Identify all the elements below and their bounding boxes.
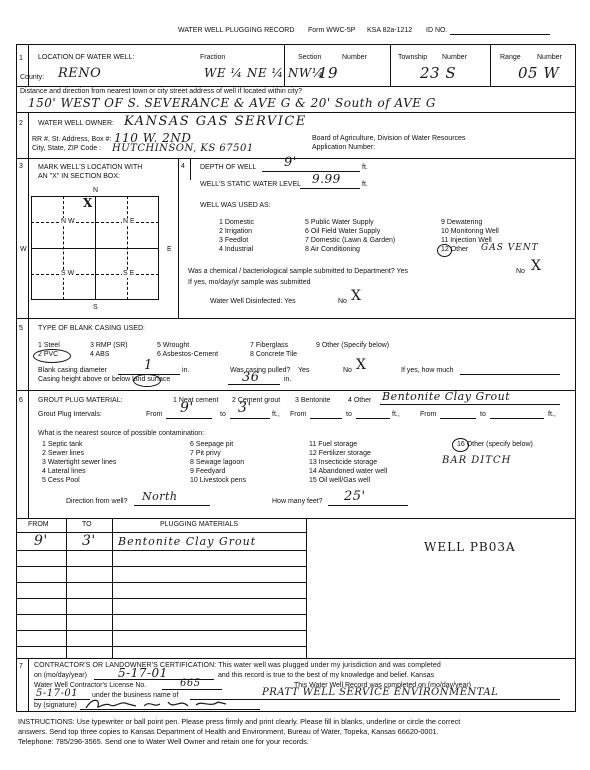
to-label: to <box>480 411 486 418</box>
contam-option[interactable]: 10 Livestock pens <box>190 477 247 484</box>
from-label: From <box>146 411 163 418</box>
ksa-ref: KSA 82a-1212 <box>367 27 413 34</box>
use-option[interactable]: 8 Air Conditioning <box>305 246 360 253</box>
east-label: E <box>167 246 172 253</box>
contam-option[interactable]: 3 Watertight sewer lines <box>42 459 117 466</box>
ne-label: N E <box>123 218 135 225</box>
casing-option[interactable]: 1 Steel <box>38 342 60 349</box>
section-number: 3 <box>19 163 23 170</box>
contam-option[interactable]: 8 Sewage lagoon <box>190 459 245 466</box>
form-number: Form WWC-5P <box>308 27 356 34</box>
section-number: 7 <box>19 663 23 670</box>
owner-label: WATER WELL OWNER: <box>38 120 114 127</box>
sw-label: S W <box>61 270 75 277</box>
distance-label: Distance and direction from nearest town or city street address of well if located within city? <box>20 88 303 95</box>
disinfected-no-mark[interactable]: X <box>351 288 362 304</box>
grout-option[interactable]: 4 Other <box>348 397 372 404</box>
section-number: 6 <box>19 397 23 404</box>
casing-height-label: Casing height above or below land surface <box>38 376 171 383</box>
certification-line-2a: on (mo/day/year) <box>34 672 87 679</box>
casing-option[interactable]: 4 ABS <box>90 351 110 358</box>
range-value[interactable]: 05 W <box>518 64 560 82</box>
certification-line-4b: under the business name of <box>92 692 179 699</box>
other-use-value[interactable]: GAS VENT <box>481 243 539 253</box>
contamination-label: What is the nearest source of possible contamination: <box>38 430 205 437</box>
number-label: Number <box>342 54 367 61</box>
section-number: 2 <box>19 120 23 127</box>
record-completed-date[interactable]: 5-17-01 <box>36 688 79 699</box>
static-level-value[interactable]: 9.99 <box>312 172 341 186</box>
depth-label: DEPTH OF WELL <box>200 164 257 171</box>
casing-option[interactable]: 9 Other (Specify below) <box>316 342 390 349</box>
selected-circle <box>133 374 161 387</box>
pulled-no-mark[interactable]: X <box>356 357 367 373</box>
no-label: No <box>516 268 525 275</box>
township-label: Township <box>398 54 428 61</box>
used-as-label: WELL WAS USED AS: <box>200 202 271 209</box>
county-value[interactable]: RENO <box>58 66 102 81</box>
use-option[interactable]: 6 Oil Field Water Supply <box>305 228 381 235</box>
ft-unit: ft., <box>272 411 280 418</box>
board-label: Board of Agriculture, Division of Water Resources <box>312 135 466 142</box>
no-label: No <box>338 298 347 305</box>
business-name[interactable]: PRATT WELL SERVICE ENVIRONMENTAL <box>262 687 499 698</box>
fraction-label: Fraction <box>200 54 226 61</box>
in-unit: in. <box>182 367 190 374</box>
well-location-mark: X <box>83 196 93 210</box>
contam-option[interactable]: 9 Feedyard <box>190 468 226 475</box>
section-number: 5 <box>19 325 23 332</box>
casing-type-label: TYPE OF BLANK CASING USED: <box>38 325 145 332</box>
contam-option[interactable]: 14 Abandoned water well <box>309 468 388 475</box>
contam-option[interactable]: 12 Fertilizer storage <box>309 450 371 457</box>
casing-pulled-label: Was casing pulled? <box>230 367 291 374</box>
use-option[interactable]: 9 Dewatering <box>441 219 483 226</box>
owner-value[interactable]: KANSAS GAS SERVICE <box>124 114 307 129</box>
ft-unit: ft., <box>548 411 556 418</box>
certification-line-2b: and this record is true to the best of my knowledge and belief. Kansas <box>218 672 434 679</box>
certification-line-3a: Water Well Contractor's License No. <box>34 682 147 689</box>
contam-option[interactable]: 4 Lateral lines <box>42 468 86 475</box>
south-label: S <box>93 304 98 311</box>
grout-other-value[interactable]: Bentonite Clay Grout <box>382 390 511 403</box>
contam-option[interactable]: 13 Insecticide storage <box>309 459 378 466</box>
se-label: S E <box>123 270 135 277</box>
selected-circle <box>452 438 469 452</box>
static-level-label: WELL'S STATIC WATER LEVEL <box>200 181 302 188</box>
form-title: WATER WELL PLUGGING RECORD <box>178 27 295 34</box>
grout-option[interactable]: 1 Neat cement <box>173 397 219 404</box>
table-header-from: FROM <box>28 521 49 528</box>
table-row-material[interactable]: Bentonite Clay Grout <box>118 535 257 548</box>
completion-date[interactable]: 5-17-01 <box>118 666 168 680</box>
contam-option-other[interactable]: 16 Other (specify below) <box>457 441 533 448</box>
contam-option[interactable]: 5 Cess Pool <box>42 477 80 484</box>
city-label: City, State, ZIP Code : <box>32 145 101 152</box>
well-id-note: WELL PB03A <box>424 540 516 554</box>
how-many-feet-value[interactable]: 25' <box>344 489 366 504</box>
instructions-line-1: INSTRUCTIONS: Use typewriter or ball point pen. Please press firmly and print clearly. Please fill in blanks, underline or circle the correct <box>18 717 461 726</box>
contam-other-value[interactable]: BAR DITCH <box>442 455 512 466</box>
signature-label: by (signature) <box>34 702 77 709</box>
direction-value[interactable]: North <box>142 490 178 503</box>
id-label: ID NO. <box>426 27 448 34</box>
sample-no-mark[interactable]: X <box>531 258 542 274</box>
grout-material-label: GROUT PLUG MATERIAL: <box>38 397 123 404</box>
table-row-from[interactable]: 9' <box>34 533 48 549</box>
casing-option[interactable]: 7 Fiberglass <box>250 342 289 349</box>
how-many-feet-label: How many feet? <box>272 498 323 505</box>
fraction-value[interactable]: WE ¼ NE ¼ NW¼ <box>204 66 324 80</box>
use-option[interactable]: 4 Industrial <box>219 246 254 253</box>
certification-line-1: CONTRACTOR'S OR LANDOWNER'S CERTIFICATION: This water well was plugged under my jurisdiction and was completed <box>34 662 441 669</box>
section-value[interactable]: 19 <box>318 64 339 82</box>
casing-option[interactable]: 5 Wrought <box>157 342 190 349</box>
grout-option[interactable]: 3 Bentonite <box>295 397 331 404</box>
license-number[interactable]: 665 <box>180 678 201 689</box>
casing-option[interactable]: 3 RMP (SR) <box>90 342 128 349</box>
instructions-line-3: Telephone: 785/296-3565. Send one to Water Well Owner and retain one for your records. <box>18 737 309 746</box>
county-label: County: <box>20 74 45 81</box>
use-option[interactable]: 1 Domestic <box>219 219 255 226</box>
interval-from-value[interactable]: 9' <box>180 400 194 416</box>
in-unit: in. <box>284 376 292 383</box>
contam-option[interactable]: 15 Oil well/Gas well <box>309 477 371 484</box>
use-option[interactable]: 7 Domestic (Lawn & Garden) <box>305 237 396 244</box>
use-option[interactable]: 5 Public Water Supply <box>305 219 374 226</box>
no-label: No <box>343 367 352 374</box>
instructions-line-2: answers. Send top three copies to Kansas Department of Health and Environment, Bureau of Water, Topeka, Kansas 66620-0001. <box>18 727 439 736</box>
contam-option[interactable]: 11 Fuel storage <box>309 441 358 448</box>
section-label: Section <box>298 54 322 61</box>
address-label: RR #, St. Address, Box #: <box>32 136 112 143</box>
contam-option[interactable]: 2 Sewer lines <box>42 450 85 457</box>
ft-unit: ft. <box>362 164 368 171</box>
section-number: 4 <box>181 163 185 170</box>
mark-label-1: MARK WELL'S LOCATION WITH <box>38 164 143 171</box>
range-label: Range <box>500 54 521 61</box>
from-label: From <box>290 411 307 418</box>
certification-line-3b: This Water Well Record was completed on (mo/day/year) <box>294 682 472 689</box>
address-value[interactable]: 110 W. 2ND <box>114 131 192 145</box>
grout-intervals-label: Grout Plug Intervals: <box>38 411 102 418</box>
use-option[interactable]: 2 Irrigation <box>219 228 253 235</box>
sample-question: Was a chemical / bacteriological sample submitted to Department? Yes <box>188 268 408 275</box>
use-option[interactable]: 3 Feedlot <box>219 237 249 244</box>
nw-label: N W <box>61 218 75 225</box>
table-row-to[interactable]: 3' <box>82 533 96 549</box>
city-value[interactable]: HUTCHINSON, KS 67501 <box>112 143 254 154</box>
use-option[interactable]: 11 Injection Well <box>441 237 492 244</box>
from-label: From <box>420 411 437 418</box>
west-label: W <box>20 246 27 253</box>
selected-circle <box>33 349 71 363</box>
contam-option[interactable]: 1 Septic tank <box>42 441 83 448</box>
location-label: LOCATION OF WATER WELL: <box>38 54 135 61</box>
contam-option[interactable]: 7 Pit privy <box>190 450 221 457</box>
depth-value[interactable]: 9' <box>284 155 297 170</box>
contractor-signature[interactable] <box>84 696 234 712</box>
number-label: Number <box>537 54 562 61</box>
casing-height-value[interactable]: 36 <box>242 370 260 385</box>
casing-option[interactable]: 2 PVC <box>38 351 59 358</box>
distance-value[interactable]: 150' WEST OF S. SEVERANCE & AVE G & 20' South of AVE G <box>28 96 436 110</box>
use-option-other[interactable]: 12 Other <box>441 246 469 253</box>
ft-unit: ft. <box>362 181 368 188</box>
table-header-to: TO <box>82 521 92 528</box>
interval-to-value[interactable]: 3' <box>238 400 252 416</box>
contam-option[interactable]: 6 Seepage pit <box>190 441 234 448</box>
mark-label-2: AN "X" IN SECTION BOX: <box>38 173 120 180</box>
north-label: N <box>93 187 99 194</box>
to-label: to <box>220 411 226 418</box>
direction-label: Direction from well? <box>66 498 128 505</box>
disinfected-label: Water Well Disinfected: Yes <box>210 298 296 305</box>
casing-option[interactable]: 8 Concrete Tile <box>250 351 298 358</box>
yes-label: Yes <box>298 367 310 374</box>
section-number: 1 <box>19 55 23 62</box>
use-option[interactable]: 10 Monitoring Well <box>441 228 499 235</box>
to-label: to <box>346 411 352 418</box>
diameter-label: Blank casing diameter <box>38 367 107 374</box>
diameter-value[interactable]: 1 <box>144 358 153 373</box>
number-label: Number <box>442 54 467 61</box>
how-much-label: If yes, how much <box>401 367 454 374</box>
application-label: Application Number: <box>312 144 376 151</box>
grout-option[interactable]: 2 Cement grout <box>232 397 281 404</box>
casing-option[interactable]: 6 Asbestos-Cement <box>157 351 219 358</box>
selected-circle <box>437 244 452 257</box>
township-value[interactable]: 23 S <box>420 64 457 82</box>
sample-date-label: If yes, mo/day/yr sample was submitted <box>188 279 311 286</box>
ft-unit: ft., <box>392 411 400 418</box>
table-header-materials: PLUGGING MATERIALS <box>160 521 239 528</box>
